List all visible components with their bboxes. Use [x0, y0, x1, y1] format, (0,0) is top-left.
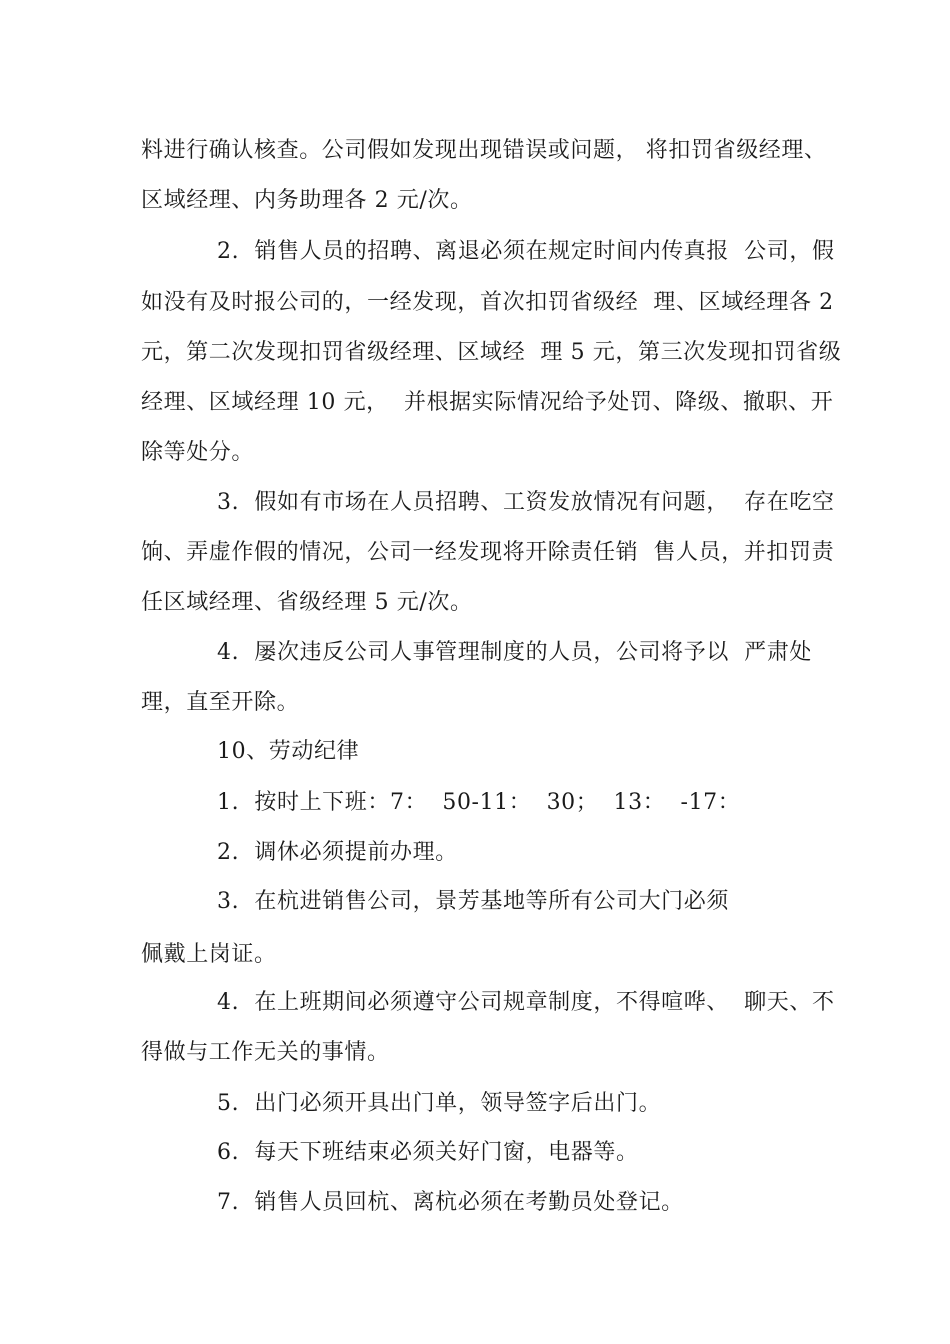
text-line: 饷、弄虚作假的情况，公司一经发现将开除责任销 售人员，并扣罚责 — [141, 540, 835, 565]
text-line: 除等处分。 — [141, 440, 255, 465]
text-line: 经理、区域经理 10 元， 并根据实际情况给予处罚、降级、撤职、开 — [141, 390, 834, 415]
text-line: 得做与工作无关的事情。 — [141, 1040, 390, 1065]
text-line: 6. 每天下班结束必须关好门窗，电器等。 — [217, 1140, 639, 1165]
text-line: 2. 调休必须提前办理。 — [217, 840, 458, 865]
text-line: 元，第二次发现扣罚省级经理、区域经 理 5 元，第三次发现扣罚省级 — [141, 340, 842, 365]
text-line: 2. 销售人员的招聘、离退必须在规定时间内传真报 公司，假 — [217, 239, 835, 264]
text-line: 任区域经理、省级经理 5 元/次。 — [141, 590, 473, 615]
text-line: 7. 销售人员回杭、离杭必须在考勤员处登记。 — [217, 1190, 684, 1215]
text-line: 3. 假如有市场在人员招聘、工资发放情况有问题， 存在吃空 — [217, 490, 835, 515]
text-line: 如没有及时报公司的，一经发现，首次扣罚省级经 理、区域经理各 2 — [141, 290, 834, 315]
text-line: 4. 屡次违反公司人事管理制度的人员，公司将予以 严肃处 — [217, 640, 812, 665]
section-heading: 10、劳动纪律 — [217, 739, 360, 764]
text-line: 佩戴上岗证。 — [141, 942, 277, 967]
text-line: 区域经理、内务助理各 2 元/次。 — [141, 188, 473, 213]
text-line: 5. 出门必须开具出门单，领导签字后出门。 — [217, 1091, 662, 1116]
text-line: 1. 按时上下班：7： 50-11： 30； 13： -17： — [217, 790, 741, 815]
text-line: 4. 在上班期间必须遵守公司规章制度，不得喧哗、 聊天、不 — [217, 990, 835, 1015]
text-line: 理，直至开除。 — [141, 690, 300, 715]
text-line: 3. 在杭进销售公司，景芳基地等所有公司大门必须 — [217, 889, 729, 914]
text-line: 料进行确认核查。公司假如发现出现错误或问题， 将扣罚省级经理、 — [141, 138, 827, 163]
